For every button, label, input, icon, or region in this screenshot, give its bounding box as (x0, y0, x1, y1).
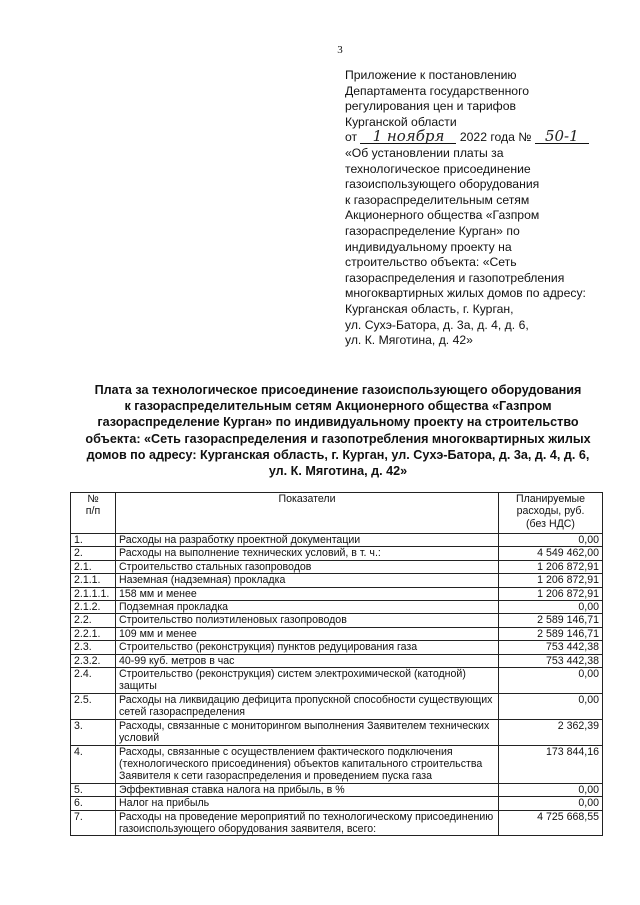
title-line: объекта: «Сеть газораспределения и газопотребления многоквартирных жилых (85, 431, 591, 446)
table-row (71, 574, 603, 587)
row-number: 7. (71, 810, 116, 836)
row-indicator: 158 мм и менее (116, 587, 499, 600)
row-value: 1 206 872,91 (499, 560, 603, 573)
table-row (71, 560, 603, 573)
table-row (71, 668, 603, 694)
row-indicator: 109 мм и менее (116, 627, 499, 640)
subject-line: технологическое присоединение (345, 161, 531, 176)
table-row (71, 547, 603, 560)
row-value: 753 442,38 (499, 641, 603, 654)
header-number-line: № (87, 493, 99, 505)
cost-table (70, 492, 603, 836)
row-number: 1. (71, 534, 116, 547)
row-indicator: Строительство (реконструкция) пунктов редуцирования газа (116, 641, 499, 654)
row-number: 2.5. (71, 693, 116, 719)
document-title (68, 382, 608, 479)
header-number-line: п/п (85, 505, 101, 518)
handwritten-resolution-number: 50-1 (535, 130, 589, 144)
table-row (71, 719, 603, 745)
subject-line: к газораспределительным сетям (345, 192, 530, 207)
row-indicator: Наземная (надземная) прокладка (116, 574, 499, 587)
row-value: 2 362,39 (499, 719, 603, 745)
row-indicator: Налог на прибыль (116, 797, 499, 810)
subject-line: газоиспользующего оборудования (345, 177, 540, 192)
row-number: 2.1.2. (71, 601, 116, 614)
row-number: 2.1. (71, 560, 116, 573)
row-number: 2.3. (71, 641, 116, 654)
row-number: 6. (71, 797, 116, 810)
title-line: ул. К. Мяготина, д. 42» (268, 464, 408, 479)
row-indicator: Расходы, связанные с мониторингом выполнения Заявителем технических условий (116, 719, 499, 745)
row-number: 2.4. (71, 668, 116, 694)
row-value: 0,00 (499, 783, 603, 796)
row-indicator: Строительство стальных газопроводов (116, 560, 499, 573)
table-row (71, 810, 603, 836)
appendix-block (345, 68, 615, 349)
subject-line: газораспределение Курган» по (345, 223, 520, 238)
subject-line: Курганская область, г. Курган, (345, 301, 514, 316)
title-line: домов по адресу: Курганская область, г. Курган, ул. Сухэ-Батора, д. 3а, д. 4, д. 6, (86, 447, 590, 462)
subject-line: индивидуальному проекту на (345, 239, 512, 254)
appendix-line: регулирования цен и тарифов (345, 99, 516, 114)
date-suffix: 2022 года № (459, 130, 532, 145)
appendix-line: Курганской области (345, 114, 457, 129)
table-row (71, 641, 603, 654)
row-indicator: 40-99 куб. метров в час (116, 654, 499, 667)
appendix-line: Приложение к постановлению (345, 68, 517, 82)
subject-line: Акционерного общества «Газпром (345, 208, 540, 223)
row-indicator: Расходы на ликвидацию дефицита пропускной способности существующих сетей газораспределения (116, 693, 499, 719)
row-number: 5. (71, 783, 116, 796)
table-row (71, 797, 603, 810)
row-number: 4. (71, 745, 116, 783)
table-row (71, 693, 603, 719)
row-number: 2.3.2. (71, 654, 116, 667)
table-row (71, 654, 603, 667)
subject-line: многоквартирных жилых домов по адресу: (345, 286, 586, 301)
table-row (71, 534, 603, 547)
row-indicator: Расходы на проведение мероприятий по технологическому присоединению газоиспользующего оборудования заявителя, всего: (116, 810, 499, 836)
title-line: газораспределение Курган» по индивидуальному проекту на строительство (97, 415, 579, 430)
row-value: 0,00 (499, 601, 603, 614)
row-value: 0,00 (499, 534, 603, 547)
row-indicator: Строительство (реконструкция) систем электрохимической (катодной) защиты (116, 668, 499, 694)
row-value: 2 589 146,71 (499, 627, 603, 640)
date-prefix: от (345, 130, 358, 145)
row-value: 4 549 462,00 (499, 547, 603, 560)
subject-line: ул. К. Мяготина, д. 42» (345, 333, 473, 348)
header-indicator: Показатели (116, 493, 499, 534)
header-number (71, 493, 116, 534)
row-indicator: Расходы на разработку проектной документации (116, 534, 499, 547)
row-number: 2. (71, 547, 116, 560)
row-number: 3. (71, 719, 116, 745)
handwritten-date: 1 ноября (360, 130, 456, 144)
row-number: 2.2.1. (71, 627, 116, 640)
row-indicator: Эффективная ставка налога на прибыль, в % (116, 783, 499, 796)
header-cost-line: расходы, руб. (516, 505, 585, 518)
appendix-line: Департамента государственного (345, 83, 530, 98)
row-indicator: Подземная прокладка (116, 601, 499, 614)
row-value: 0,00 (499, 693, 603, 719)
table-row (71, 745, 603, 783)
row-number: 2.1.1. (71, 574, 116, 587)
table-row (71, 614, 603, 627)
table-row (71, 601, 603, 614)
row-value: 1 206 872,91 (499, 574, 603, 587)
row-indicator: Строительство полиэтиленовых газопроводов (116, 614, 499, 627)
subject-line: газораспределения и газопотребления (345, 270, 565, 285)
row-value: 0,00 (499, 668, 603, 694)
page-number: 3 (337, 44, 343, 56)
row-indicator: Расходы, связанные с осуществлением фактического подключения (технологического присоединения) объектов капитального строительства Заявителя к сети газораспределения и проведением пуска газа (116, 745, 499, 783)
row-indicator: Расходы на выполнение технических условий, в т. ч.: (116, 547, 499, 560)
row-value: 173 844,16 (499, 745, 603, 783)
resolution-date-line (345, 127, 615, 146)
header-cost-line: Планируемые (515, 493, 586, 505)
row-number: 2.2. (71, 614, 116, 627)
table-header-row (71, 493, 603, 534)
row-number: 2.1.1.1. (71, 587, 116, 600)
table-row (71, 783, 603, 796)
subject-line: «Об установлении платы за (345, 145, 504, 160)
subject-line: строительство объекта: «Сеть (345, 255, 517, 270)
row-value: 1 206 872,91 (499, 587, 603, 600)
header-cost-line: (без НДС) (526, 517, 575, 530)
header-planned-cost (499, 493, 603, 534)
table-row (71, 587, 603, 600)
subject-line: ул. Сухэ-Батора, д. 3а, д. 4, д. 6, (345, 317, 529, 332)
row-value: 2 589 146,71 (499, 614, 603, 627)
row-value: 4 725 668,55 (499, 810, 603, 836)
row-value: 753 442,38 (499, 654, 603, 667)
table-row (71, 627, 603, 640)
title-line: Плата за технологическое присоединение газоиспользующего оборудования (94, 383, 582, 397)
title-line: к газораспределительным сетям Акционерного общества «Газпром (124, 399, 552, 414)
row-value: 0,00 (499, 797, 603, 810)
